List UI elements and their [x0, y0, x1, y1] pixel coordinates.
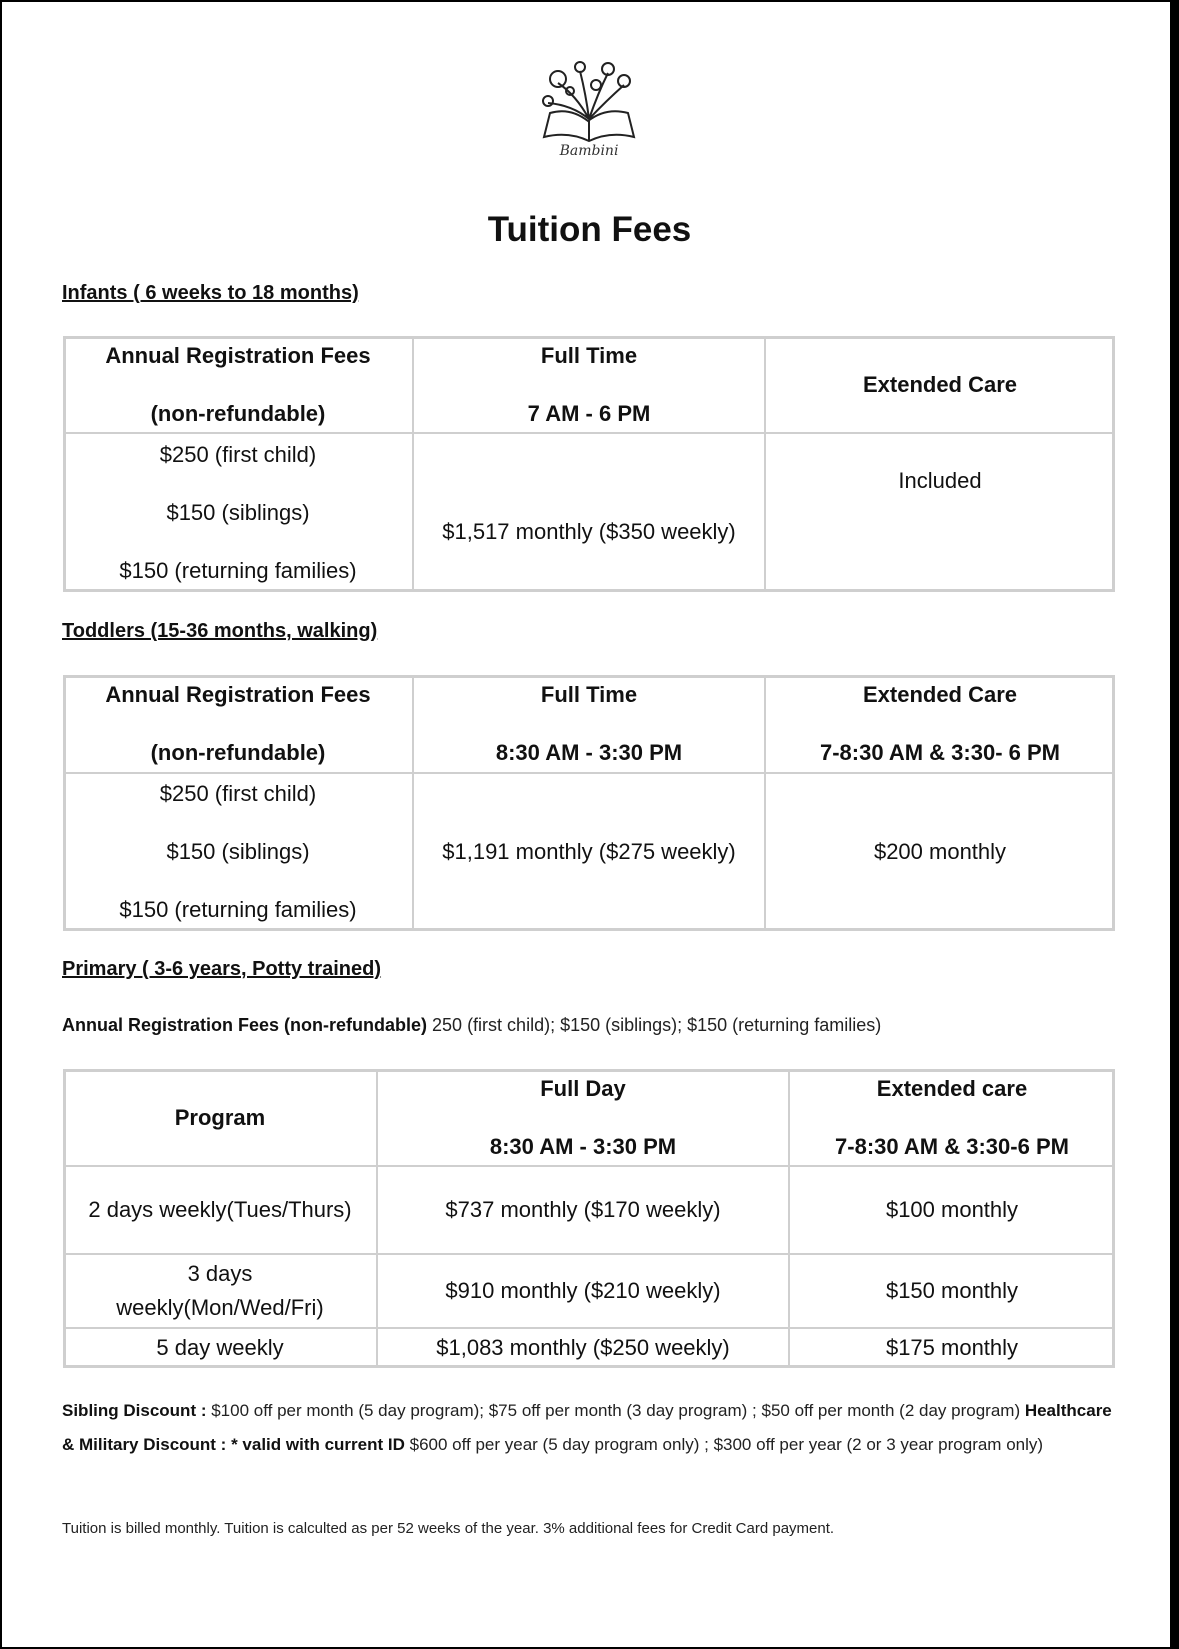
registration-value: 250 (first child); $150 (siblings); $150 (returning families)	[427, 1015, 882, 1035]
cell-line: 8:30 AM - 3:30 PM	[495, 740, 683, 765]
discounts-paragraph	[62, 1394, 1112, 1462]
toddlers-heading: Toddlers (15-36 months, walking)	[62, 620, 378, 642]
registration-fees-cell	[63, 773, 413, 931]
full-day-cell	[377, 1328, 789, 1368]
header-extended-care	[765, 336, 1115, 433]
program-cell	[63, 1328, 377, 1368]
military-discount-label: Healthcare & Military Discount : * valid with current ID	[62, 1401, 1112, 1454]
cell-line: $150 (siblings)	[166, 499, 310, 525]
full-day-cell	[377, 1254, 789, 1328]
header-full-time	[413, 336, 765, 433]
extended-care-cell	[765, 773, 1115, 931]
cell-line: $1,191 monthly ($275 weekly)	[442, 839, 736, 864]
cell-line: Extended Care	[862, 682, 1018, 707]
cell-line: $910 monthly ($210 weekly)	[445, 1278, 721, 1303]
header-registration	[63, 336, 413, 433]
program-cell	[63, 1254, 377, 1328]
cell-line: Included	[898, 468, 982, 493]
extended-care-cell	[789, 1254, 1115, 1328]
cell-line: Program	[174, 1104, 266, 1130]
full-time-cell	[413, 433, 765, 592]
cell-line: $150 (returning families)	[119, 897, 357, 922]
cell-line: Extended care	[876, 1075, 1028, 1101]
cell-line: 7-8:30 AM & 3:30-6 PM	[835, 1133, 1069, 1159]
primary-heading: Primary ( 3-6 years, Potty trained)	[62, 958, 382, 980]
program-cell	[63, 1166, 377, 1254]
cell-line: $150 (returning families)	[119, 557, 357, 583]
extended-care-cell	[789, 1328, 1115, 1368]
header-registration	[63, 675, 413, 773]
cell-line: Annual Registration Fees	[105, 682, 371, 707]
bambini-logo	[536, 55, 642, 167]
cell-line: $737 monthly ($170 weekly)	[445, 1197, 721, 1222]
cell-line: Full Day	[540, 1075, 626, 1101]
header-extended-care	[765, 675, 1115, 773]
cell-line: 7 AM - 6 PM	[527, 400, 651, 426]
cell-line: $200 monthly	[873, 839, 1007, 864]
header-program	[63, 1069, 377, 1166]
cell-line: 2 days weekly(Tues/Thurs)	[88, 1197, 352, 1222]
page-border	[0, 0, 1179, 2]
cell-line: Extended Care	[862, 371, 1018, 397]
cell-line: Full Time	[540, 682, 638, 707]
cell-line: 3 days	[187, 1261, 253, 1286]
cell-line: 7-8:30 AM & 3:30- 6 PM	[819, 740, 1061, 765]
cell-line: $175 monthly	[885, 1335, 1019, 1360]
registration-fees-cell	[63, 433, 413, 592]
cell-line: $150 (siblings)	[166, 839, 310, 864]
cell-line: Annual Registration Fees	[105, 342, 371, 368]
cell-line: 8:30 AM - 3:30 PM	[489, 1133, 677, 1159]
full-day-cell	[377, 1166, 789, 1254]
registration-label: Annual Registration Fees (non-refundable)	[62, 1015, 428, 1035]
cell-line: (non-refundable)	[150, 400, 326, 426]
cell-line: weekly(Mon/Wed/Fri)	[116, 1295, 324, 1320]
sibling-discount-label: Sibling Discount :	[62, 1401, 207, 1420]
sibling-discount-text: $100 off per month (5 day program); $75 off per month (3 day program) ; $50 off per month (2 day program)	[206, 1401, 1025, 1420]
header-extended-care	[789, 1069, 1115, 1166]
svg-text:Bambini: Bambini	[559, 143, 619, 159]
cell-line: $250 (first child)	[159, 441, 317, 467]
cell-line: Full Time	[540, 342, 638, 368]
header-full-day	[377, 1069, 789, 1166]
cell-line: $250 (first child)	[159, 781, 317, 806]
primary-registration-fees	[62, 1015, 881, 1036]
infants-heading: Infants ( 6 weeks to 18 months)	[62, 282, 359, 304]
cell-line: $1,517 monthly ($350 weekly)	[442, 518, 736, 544]
header-full-time	[413, 675, 765, 773]
billing-note: Tuition is billed monthly. Tuition is calculted as per 52 weeks of the year. 3% additional fees for Credit Card payment.	[62, 1520, 835, 1537]
extended-care-cell	[789, 1166, 1115, 1254]
page-title: Tuition Fees	[487, 210, 692, 249]
full-time-cell	[413, 773, 765, 931]
cell-line: $1,083 monthly ($250 weekly)	[436, 1335, 730, 1360]
military-discount-text: $600 off per year (5 day program only) ; $300 off per year (2 or 3 year program only)	[404, 1435, 1044, 1454]
cell-line: $100 monthly	[885, 1197, 1019, 1222]
extended-care-cell	[765, 433, 1115, 592]
cell-line: (non-refundable)	[150, 740, 326, 765]
cell-line: 5 day weekly	[156, 1335, 284, 1360]
cell-line: $150 monthly	[885, 1278, 1019, 1303]
